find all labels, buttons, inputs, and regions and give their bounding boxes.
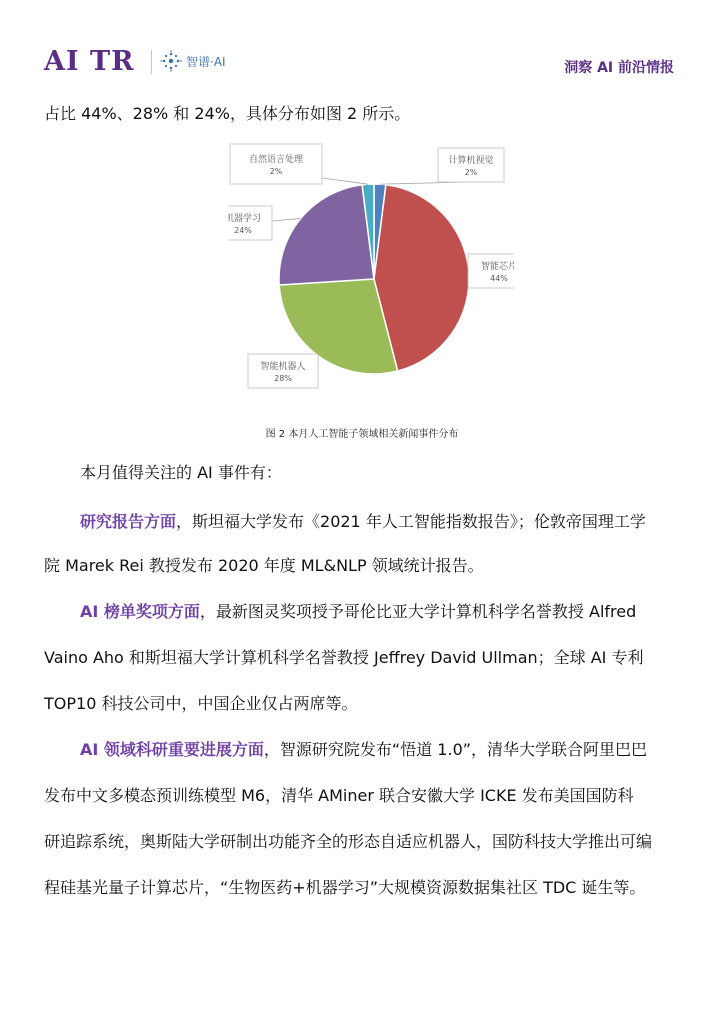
callout-line-machine-learning [272, 218, 301, 221]
slice-value-intelligent-robot: 28% [274, 374, 292, 383]
section-awards-text-1: ，最新图灵奖项授予哥伦比亚大学计算机科学名誉教授 Alfred [199, 602, 637, 621]
section-progress-line-3: 研追踪系统，奥斯陆大学研制出功能齐全的形态自适应机器人，国防科技大学推出可编 [44, 832, 653, 851]
section-progress-line-4: 程硅基光量子计算芯片，“生物医药+机器学习”大规模资源数据集社区 TDC 诞生等。 [44, 878, 646, 897]
section-progress-text-1: ，智源研究院发布“悟道 1.0”，清华大学联合阿里巴巴 [263, 740, 648, 759]
slice-value-smart-chip: 44% [490, 274, 508, 283]
section-research-text-1: ，斯坦福大学发布《2021 年人工智能指数报告》；伦敦帝国理工学 [176, 512, 646, 531]
section-progress-line-2: 发布中文多模态预训练模型 M6，清华 AMiner 联合安徽大学 ICKE 发布美国国防科 [44, 786, 634, 805]
pie-chart [228, 136, 514, 396]
slice-label-smart-chip: 智能芯片 [480, 262, 514, 272]
header-tagline: 洞察 AI 前沿情报 [564, 60, 674, 76]
slice-value-computer-vision: 2% [464, 168, 478, 177]
section-progress-line-1 [80, 740, 684, 760]
slice-value-machine-learning: 24% [234, 226, 252, 235]
slice-label-intelligent-robot: 智能机器人 [260, 362, 306, 372]
zhipu-logo [160, 50, 226, 72]
events-intro: 本月值得关注的 AI 事件有： [80, 463, 282, 482]
zhipu-text: 智谱·AI [186, 54, 226, 69]
section-research-line-2: 院 Marek Rei 教授发布 2020 年度 ML&NLP 领域统计报告。 [44, 556, 484, 575]
section-research-line-1 [80, 512, 684, 532]
slice-label-nlp: 自然语言处理 [248, 155, 304, 165]
slice-value-nlp: 2% [269, 167, 283, 176]
slice-label-machine-learning: 机器学习 [228, 214, 262, 224]
page-header [0, 0, 724, 90]
pie-slice-machine-learning [279, 185, 374, 285]
section-awards-heading: AI 榜单奖项方面 [80, 602, 200, 621]
section-awards-line-2: Vaino Aho 和斯坦福大学计算机科学名誉教授 Jeffrey David Ullman；全球 AI 专利 [44, 648, 644, 667]
slice-label-computer-vision: 计算机视觉 [448, 156, 494, 166]
figure-caption: 图 2 本月人工智能子领域相关新闻事件分布 [265, 429, 459, 440]
zhipu-icon [160, 50, 182, 72]
callout-line-nlp [322, 178, 368, 184]
pie-chart-svg [228, 136, 514, 396]
section-awards-line-3: TOP10 科技公司中，中国企业仅占两席等。 [44, 694, 358, 713]
section-progress-heading: AI 领域科研重要进展方面 [80, 740, 264, 759]
intro-line: 占比 44%、28% 和 24%，具体分布如图 2 所示。 [44, 104, 411, 123]
aitr-logo: AI TR [44, 46, 135, 77]
logo-divider [151, 50, 152, 74]
section-research-heading: 研究报告方面 [80, 512, 177, 531]
section-awards-line-1 [80, 602, 684, 622]
